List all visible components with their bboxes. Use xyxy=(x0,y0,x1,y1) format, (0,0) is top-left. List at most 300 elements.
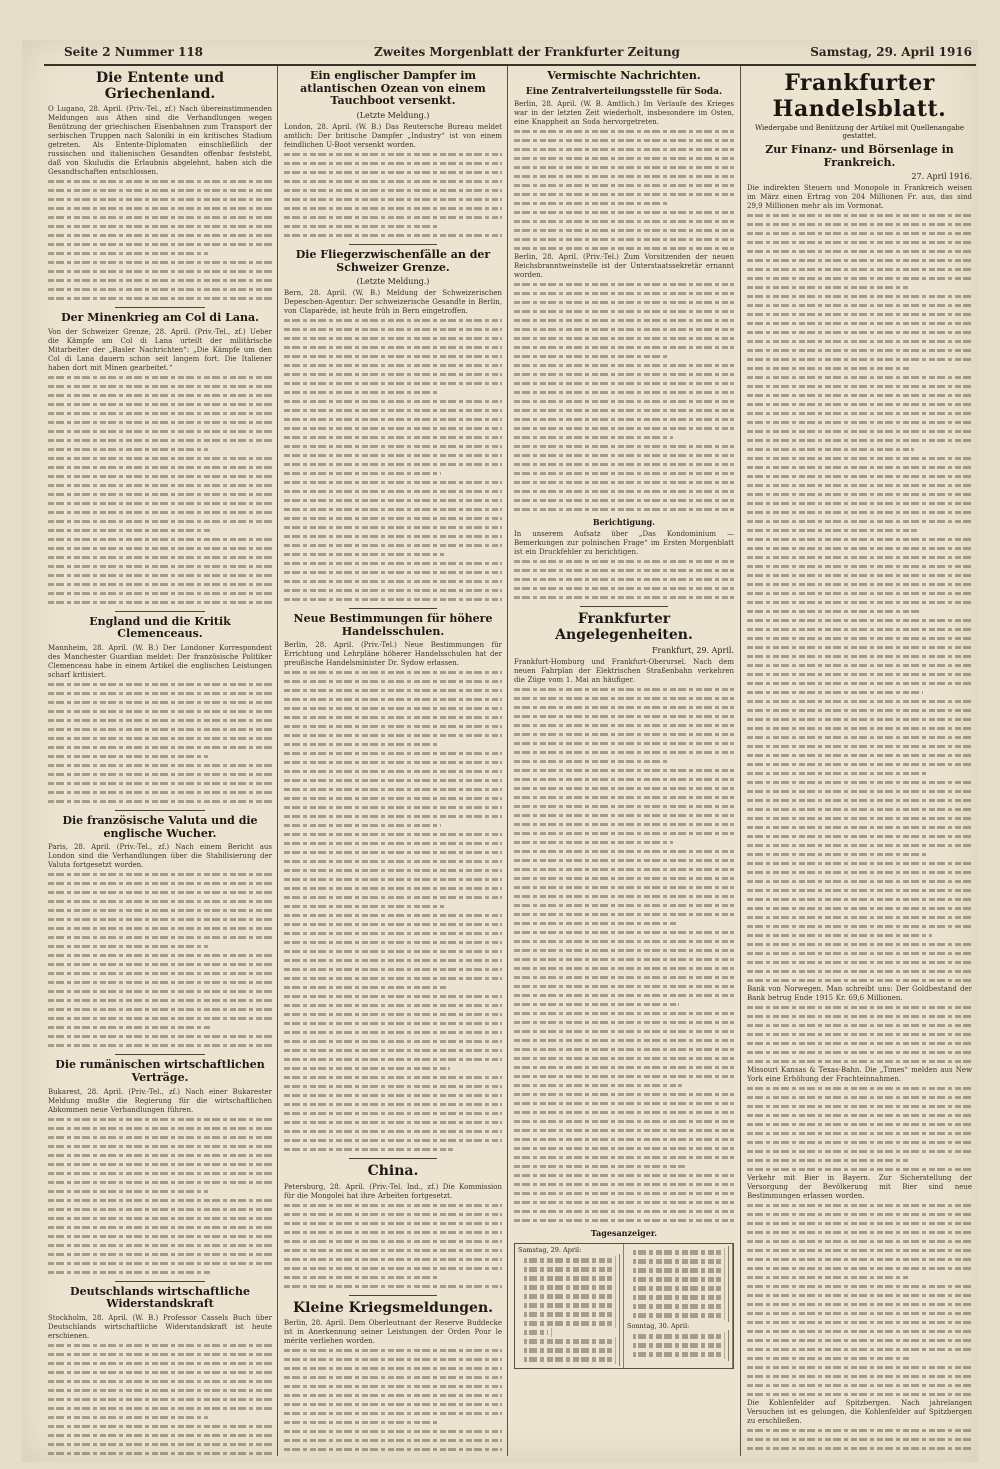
text-line xyxy=(284,677,502,686)
text-line xyxy=(514,892,734,901)
text-line xyxy=(284,776,502,785)
text-line xyxy=(48,382,272,391)
text-line xyxy=(48,195,272,204)
text-line xyxy=(284,186,502,195)
text-line xyxy=(284,1382,502,1391)
article-continuation xyxy=(747,1201,972,1399)
text-line xyxy=(514,478,734,487)
text-line xyxy=(747,274,972,283)
text-line xyxy=(747,679,972,688)
article-continuation xyxy=(284,668,502,1154)
text-line xyxy=(747,553,972,562)
text-line xyxy=(514,739,734,748)
text-line xyxy=(514,442,734,451)
text-line xyxy=(747,418,972,427)
text-line xyxy=(48,1413,208,1422)
text-line xyxy=(747,1201,972,1210)
text-line xyxy=(284,704,502,713)
text-line xyxy=(747,445,914,454)
text-line xyxy=(48,1404,272,1413)
text-line xyxy=(284,1219,502,1228)
text-line xyxy=(747,1318,972,1327)
text-line xyxy=(48,951,272,960)
text-line xyxy=(284,875,502,884)
text-line xyxy=(514,557,734,566)
text-line xyxy=(48,1041,272,1050)
text-line xyxy=(48,204,272,213)
subheadline: (Letzte Meldung.) xyxy=(356,110,430,120)
text-line xyxy=(284,586,502,595)
text-line xyxy=(514,127,734,136)
text-line xyxy=(284,1427,502,1436)
text-line xyxy=(284,1010,502,1019)
text-line xyxy=(514,757,670,766)
divider xyxy=(115,1281,205,1282)
text-line xyxy=(284,442,502,451)
text-line xyxy=(514,1027,734,1036)
text-line xyxy=(514,289,734,298)
text-line xyxy=(284,830,502,839)
text-line xyxy=(514,874,734,883)
text-line xyxy=(514,1000,679,1009)
text-line xyxy=(747,1039,972,1048)
article-text: Bank von Norwegen. Man schreibt uns: Der Goldbestand der Bank betrug Ende 1915 Kr. 69,6 Millionen. xyxy=(747,985,972,1003)
text-line xyxy=(48,1115,272,1124)
text-line xyxy=(747,1282,972,1291)
text-line xyxy=(747,1210,972,1219)
text-line xyxy=(514,496,734,505)
headline: Kleine Kriegsmeldungen. xyxy=(292,1299,494,1316)
text-line xyxy=(747,1390,972,1399)
text-line xyxy=(514,334,734,343)
text-line xyxy=(747,1372,972,1381)
text-line xyxy=(284,1436,502,1445)
text-line xyxy=(48,589,272,598)
text-line xyxy=(48,1005,272,1014)
text-line xyxy=(48,267,272,276)
text-line xyxy=(747,625,972,634)
headline: China. xyxy=(367,1163,419,1180)
text-line xyxy=(284,1201,502,1210)
text-line xyxy=(514,847,734,856)
masthead xyxy=(44,42,976,66)
text-line xyxy=(284,1037,502,1046)
text-line xyxy=(284,460,502,469)
text-line xyxy=(48,580,272,589)
text-line xyxy=(48,1232,272,1241)
text-line xyxy=(521,1274,616,1283)
text-line xyxy=(284,1064,450,1073)
text-line xyxy=(747,697,972,706)
text-line xyxy=(514,766,734,775)
article-text: Stockholm, 28. April. (W. B.) Professor Cassels Buch über Deutschlands wirtschaftliche Widerstandskraft ist heute erschienen. xyxy=(48,1313,272,1340)
text-line xyxy=(514,1081,682,1090)
text-line xyxy=(48,1359,272,1368)
subheadline: (Letzte Meldung.) xyxy=(356,277,430,287)
text-line xyxy=(747,1327,972,1336)
text-line xyxy=(284,541,502,550)
text-line xyxy=(747,1129,972,1138)
text-line xyxy=(284,1091,502,1100)
text-line xyxy=(514,136,734,145)
text-line xyxy=(284,325,502,334)
text-line xyxy=(747,688,923,697)
text-line xyxy=(747,760,972,769)
text-line xyxy=(514,1009,734,1018)
text-line xyxy=(48,517,272,526)
text-line xyxy=(747,247,972,256)
text-line xyxy=(514,1180,734,1189)
text-line xyxy=(284,1391,502,1400)
text-line xyxy=(514,451,734,460)
text-line xyxy=(514,1045,734,1054)
text-line xyxy=(48,888,272,897)
text-line xyxy=(284,848,502,857)
article-text: Berlin, 28. April. (W. B. Amtlich.) Im Verlaufe des Krieges war in der letzten Zeit wiederholt, insbesondere im Osten, eine Knappheit an Soda hervorgetreten. xyxy=(514,99,734,126)
text-line xyxy=(747,1309,972,1318)
headline: Neue Bestimmungen für höhere Handelsschulen. xyxy=(293,612,493,638)
text-line xyxy=(514,406,734,415)
text-line xyxy=(747,1264,972,1273)
subheadline: Eine Zentralverteilungsstelle für Soda. xyxy=(525,86,723,97)
text-line xyxy=(48,463,272,472)
text-line xyxy=(48,526,211,535)
text-line xyxy=(747,256,972,265)
text-line xyxy=(284,1418,438,1427)
text-line xyxy=(747,931,932,940)
headline: Zur Finanz- und Börsenlage in Frankreich. xyxy=(765,143,954,169)
text-line xyxy=(48,942,208,951)
text-line xyxy=(284,487,502,496)
text-line xyxy=(514,982,734,991)
text-line xyxy=(514,802,734,811)
text-line xyxy=(284,911,502,920)
text-line xyxy=(747,229,972,238)
text-line xyxy=(747,1291,972,1300)
text-line xyxy=(514,1036,734,1045)
text-line xyxy=(747,1093,972,1102)
text-line xyxy=(48,1241,272,1250)
text-line xyxy=(48,734,272,743)
text-line xyxy=(48,373,272,382)
text-line xyxy=(48,1151,272,1160)
text-line xyxy=(747,265,972,274)
text-line xyxy=(514,1099,734,1108)
text-line xyxy=(747,310,972,319)
text-line xyxy=(48,1386,272,1395)
text-line xyxy=(48,1440,272,1449)
text-line xyxy=(284,168,502,177)
text-line xyxy=(747,337,972,346)
article-continuation xyxy=(48,1115,272,1277)
text-line xyxy=(747,400,972,409)
text-line xyxy=(48,689,272,698)
text-line xyxy=(284,532,502,541)
text-line xyxy=(284,713,502,722)
text-line xyxy=(48,598,272,607)
text-line xyxy=(514,298,734,307)
text-line xyxy=(747,895,972,904)
text-line xyxy=(284,478,502,487)
text-line xyxy=(747,373,972,382)
text-line xyxy=(284,1118,502,1127)
text-line xyxy=(514,1171,734,1180)
text-line xyxy=(514,415,734,424)
text-line xyxy=(284,559,502,568)
text-line xyxy=(747,391,972,400)
text-line xyxy=(514,1054,734,1063)
text-line xyxy=(48,797,272,806)
article-continuation xyxy=(747,1426,972,1456)
text-line xyxy=(747,463,972,472)
text-line xyxy=(284,785,502,794)
divider xyxy=(349,608,436,609)
text-line xyxy=(284,695,502,704)
text-line xyxy=(514,1189,734,1198)
text-line xyxy=(284,983,447,992)
text-line xyxy=(514,190,734,199)
events-entries xyxy=(627,1330,729,1361)
text-line xyxy=(284,812,502,821)
issue-date: Samstag, 29. April 1916 xyxy=(810,45,972,59)
text-line xyxy=(747,1084,972,1093)
text-line xyxy=(514,937,734,946)
text-line xyxy=(284,1109,502,1118)
text-line xyxy=(747,607,920,616)
text-line xyxy=(747,580,972,589)
text-line xyxy=(514,829,734,838)
text-line xyxy=(48,915,272,924)
text-line xyxy=(747,733,972,742)
events-entries xyxy=(627,1246,729,1322)
text-line xyxy=(48,231,272,240)
text-line xyxy=(48,761,272,770)
text-line xyxy=(48,1350,272,1359)
text-line xyxy=(521,1256,616,1265)
text-line xyxy=(514,352,670,361)
text-line xyxy=(514,1144,734,1153)
article-continuation xyxy=(284,150,502,240)
text-line xyxy=(521,1355,616,1364)
text-line xyxy=(284,686,502,695)
text-line xyxy=(284,334,502,343)
text-line xyxy=(747,1354,911,1363)
text-line xyxy=(747,1111,972,1120)
text-line xyxy=(284,195,502,204)
text-line xyxy=(284,947,502,956)
text-line xyxy=(284,803,502,812)
headline: Die rumänischen wirtschaftlichen Verträge. xyxy=(55,1058,265,1085)
text-line xyxy=(284,1136,502,1145)
text-line xyxy=(521,1319,616,1328)
newspaper-name: Zweites Morgenblatt der Frankfurter Zeitung xyxy=(374,45,680,59)
text-line xyxy=(747,346,972,355)
text-line xyxy=(48,562,272,571)
text-line xyxy=(48,1160,272,1169)
text-line xyxy=(514,163,734,172)
text-line xyxy=(747,472,972,481)
text-line xyxy=(284,893,502,902)
article-text: Von der Schweizer Grenze, 28. April. (Priv.-Tel., zf.) Ueber die Kämpfe am Col di Lana urteilt der militärische Mitarbeiter der „Basler Nachrichten“: „Die Kämpfe um den Col di Lana dauern schon seit langem fort. Die Italiener haben dort mit Minen gearbeitet.“ xyxy=(48,327,272,372)
text-line xyxy=(48,987,272,996)
text-line xyxy=(284,1237,502,1246)
column-1 xyxy=(44,66,276,1456)
text-line xyxy=(514,244,734,253)
text-line xyxy=(514,865,734,874)
text-line xyxy=(514,145,734,154)
text-line xyxy=(284,150,502,159)
text-line xyxy=(284,974,502,983)
text-line xyxy=(747,355,972,364)
text-line xyxy=(48,879,272,888)
divider xyxy=(580,606,668,607)
text-line xyxy=(48,276,272,285)
text-line xyxy=(514,955,734,964)
text-line xyxy=(514,793,734,802)
text-line xyxy=(514,280,734,289)
text-line xyxy=(48,1223,272,1232)
text-line xyxy=(284,1073,502,1082)
text-line xyxy=(747,1120,972,1129)
text-line xyxy=(284,343,502,352)
text-line xyxy=(514,316,734,325)
text-line xyxy=(48,258,272,267)
text-line xyxy=(514,991,734,1000)
article-text: Mannheim, 28. April. (W. B.) Der Londoner Korrespondent des Manchester Guardian meldet: Der französische Politiker Clemenceau habe in einem Artikel die englischen Leistungen scharf kritisiert. xyxy=(48,644,272,680)
text-line xyxy=(747,922,972,931)
text-line xyxy=(284,1055,502,1064)
text-line xyxy=(48,1124,272,1133)
text-line xyxy=(284,1409,502,1418)
text-line xyxy=(284,857,502,866)
text-line xyxy=(630,1311,725,1320)
headline: Deutschlands wirtschaftliche Widerstandskraft xyxy=(70,1284,250,1311)
text-line xyxy=(747,805,972,814)
text-line xyxy=(284,505,502,514)
text-line xyxy=(514,469,734,478)
article-text: Bern, 28. April. (W. B.) Meldung der Schweizerischen Depeschen-Agentur: Der schweizerische Gesandte in Berlin, von Claparède, ist heute früh in Bern eingetroffen. xyxy=(284,289,502,316)
text-line xyxy=(747,1138,972,1147)
text-line xyxy=(747,1048,972,1057)
divider xyxy=(115,307,205,308)
text-line xyxy=(747,526,917,535)
article-continuation xyxy=(284,1346,502,1456)
text-line xyxy=(284,1028,502,1037)
headline: Die Fliegerzwischenfälle an der Schweizer Grenze. xyxy=(295,247,491,274)
text-line xyxy=(48,1196,272,1205)
text-line xyxy=(747,364,911,373)
text-line xyxy=(48,186,272,195)
article-continuation xyxy=(514,557,734,602)
text-line xyxy=(284,595,502,604)
text-line xyxy=(284,213,502,222)
headline: Vermischte Nachrichten. xyxy=(547,69,701,82)
text-line xyxy=(284,938,502,947)
text-line xyxy=(284,1454,502,1456)
text-line xyxy=(514,1198,734,1207)
text-line xyxy=(514,820,734,829)
text-line xyxy=(284,352,502,361)
text-line xyxy=(521,1265,616,1274)
article-continuation xyxy=(747,1003,972,1066)
text-line xyxy=(48,725,272,734)
text-line xyxy=(514,433,673,442)
text-line xyxy=(747,967,972,976)
text-line xyxy=(747,913,972,922)
text-line xyxy=(284,1273,438,1282)
text-line xyxy=(284,177,502,186)
text-line xyxy=(514,901,734,910)
text-line xyxy=(514,1090,734,1099)
text-line xyxy=(284,469,441,478)
text-line xyxy=(284,1100,502,1109)
text-line xyxy=(284,388,438,397)
section-title: Frankfurter Handelsblatt. xyxy=(772,70,947,122)
text-line xyxy=(48,249,208,258)
text-line xyxy=(284,1355,502,1364)
text-line xyxy=(514,199,670,208)
text-line xyxy=(284,379,502,388)
text-line xyxy=(284,370,502,379)
text-line xyxy=(48,1377,272,1386)
text-line xyxy=(747,661,972,670)
article-continuation xyxy=(747,1084,972,1174)
text-line xyxy=(747,535,972,544)
text-line xyxy=(48,933,272,942)
article-text: O Lugano, 28. April. (Priv.-Tel., zf.) Nach übereinstimmenden Meldungen aus Athen sind die Verhandlungen wegen Benützung der griechischen Eisenbahnen zum Transport der serbischen Truppen nach Saloniki in ein kritisches Stadium getreten. Als Entente-Diplomaten einschließlich der russischen und italienischen Gesandten offenbar feststeht, daß von Skuludis die Erlaubnis abgelehnt, haben sich die Gesandtschaften entschlossen. xyxy=(48,105,272,177)
text-line xyxy=(284,424,502,433)
text-line xyxy=(521,1346,616,1355)
headline: Der Minenkrieg am Col di Lana. xyxy=(61,311,259,325)
text-line xyxy=(284,956,502,965)
text-line xyxy=(48,294,272,303)
text-line xyxy=(747,1228,972,1237)
text-line xyxy=(747,1426,972,1435)
text-line xyxy=(514,856,734,865)
text-line xyxy=(630,1248,725,1257)
text-line xyxy=(48,1032,272,1041)
text-line xyxy=(514,584,734,593)
headline: Ein englischer Dampfer im atlantischen Ozean von einem Tauchboot versenkt. xyxy=(300,69,486,108)
text-line xyxy=(514,721,734,730)
text-line xyxy=(514,1117,734,1126)
text-line xyxy=(284,1145,453,1154)
dateline: 27. April 1916. xyxy=(911,172,972,182)
text-line xyxy=(48,1014,272,1023)
text-line xyxy=(514,593,734,602)
text-line xyxy=(747,940,972,949)
text-line xyxy=(747,211,972,220)
text-line xyxy=(284,794,502,803)
text-line xyxy=(514,946,734,955)
article-continuation xyxy=(48,1341,272,1456)
text-line xyxy=(284,1346,502,1355)
article-text: Berlin, 28. April. (Priv.-Tel.) Zum Vorsitzenden der neuen Reichsbranntweinstelle ist der Unterstaatssekretär ernannt worden. xyxy=(514,252,734,279)
text-line xyxy=(48,571,272,580)
text-line xyxy=(747,427,972,436)
text-line xyxy=(747,670,972,679)
text-line xyxy=(747,544,972,553)
text-line xyxy=(514,154,734,163)
text-line xyxy=(48,553,272,562)
text-line xyxy=(747,220,972,229)
text-line xyxy=(747,1219,972,1228)
text-line xyxy=(48,508,272,517)
text-line xyxy=(747,652,972,661)
text-line xyxy=(514,1207,734,1216)
divider xyxy=(115,611,205,612)
text-line xyxy=(284,1046,502,1055)
